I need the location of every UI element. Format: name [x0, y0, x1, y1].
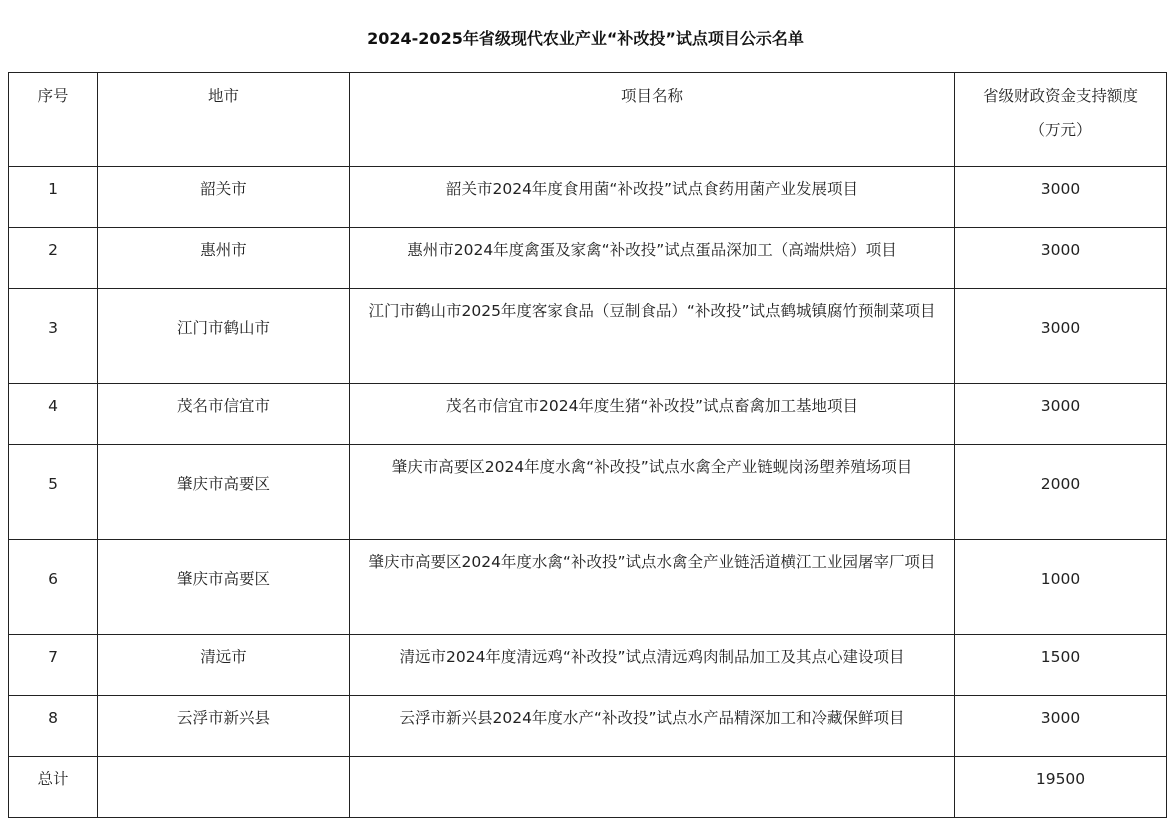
table-row [9, 635, 1167, 696]
cell-seq: 6 [9, 540, 98, 635]
cell-seq: 3 [9, 289, 98, 384]
total-city [98, 757, 350, 818]
total-label: 总计 [9, 757, 98, 818]
cell-project: 云浮市新兴县2024年度水产“补改投”试点水产品精深加工和冷藏保鲜项目 [350, 696, 955, 757]
cell-seq: 1 [9, 167, 98, 228]
header-project-label: 项目名称 [620, 87, 683, 105]
cell-city: 韶关市 [98, 167, 350, 228]
cell-city: 茂名市信宜市 [98, 384, 350, 445]
total-funding: 19500 [955, 757, 1167, 818]
header-seq [9, 73, 98, 167]
cell-funding: 3000 [955, 696, 1167, 757]
table-row [9, 445, 1167, 540]
table-row [9, 696, 1167, 757]
table-row [9, 289, 1167, 384]
cell-funding: 1500 [955, 635, 1167, 696]
cell-funding: 2000 [955, 445, 1167, 540]
cell-project: 肇庆市高要区2024年度水禽“补改投”试点水禽全产业链蚬岗汤塱养殖场项目 [350, 445, 955, 540]
table-row [9, 228, 1167, 289]
cell-seq: 8 [9, 696, 98, 757]
cell-funding: 3000 [955, 167, 1167, 228]
header-funding-line1: 省级财政资金支持额度 [982, 87, 1138, 105]
cell-city: 肇庆市高要区 [98, 540, 350, 635]
cell-funding: 3000 [955, 384, 1167, 445]
table-row [9, 540, 1167, 635]
cell-funding: 3000 [955, 289, 1167, 384]
cell-seq: 7 [9, 635, 98, 696]
table-total-row [9, 757, 1167, 818]
cell-project: 肇庆市高要区2024年度水禽“补改投”试点水禽全产业链活道横江工业园屠宰厂项目 [350, 540, 955, 635]
cell-seq: 4 [9, 384, 98, 445]
page-title: 2024-2025年省级现代农业产业“补改投”试点项目公示名单 [367, 29, 804, 48]
project-list-table [8, 72, 1167, 818]
cell-project: 惠州市2024年度禽蛋及家禽“补改投”试点蛋品深加工（高端烘焙）项目 [350, 228, 955, 289]
header-city-label: 地市 [207, 87, 239, 105]
cell-city: 江门市鹤山市 [98, 289, 350, 384]
header-funding [955, 73, 1167, 167]
cell-city: 清远市 [98, 635, 350, 696]
cell-seq: 5 [9, 445, 98, 540]
table-header-row [9, 73, 1167, 167]
cell-seq: 2 [9, 228, 98, 289]
cell-city: 肇庆市高要区 [98, 445, 350, 540]
cell-project: 茂名市信宜市2024年度生猪“补改投”试点畜禽加工基地项目 [350, 384, 955, 445]
cell-project: 江门市鹤山市2025年度客家食品（豆制食品）“补改投”试点鹤城镇腐竹预制菜项目 [350, 289, 955, 384]
cell-project: 韶关市2024年度食用菌“补改投”试点食药用菌产业发展项目 [350, 167, 955, 228]
cell-funding: 1000 [955, 540, 1167, 635]
total-project [350, 757, 955, 818]
header-city [98, 73, 350, 167]
cell-funding: 3000 [955, 228, 1167, 289]
cell-project: 清远市2024年度清远鸡“补改投”试点清远鸡肉制品加工及其点心建设项目 [350, 635, 955, 696]
cell-city: 云浮市新兴县 [98, 696, 350, 757]
header-funding-line2: （万元） [1029, 121, 1092, 139]
table-row [9, 384, 1167, 445]
table-row [9, 167, 1167, 228]
header-seq-label: 序号 [37, 87, 69, 105]
cell-city: 惠州市 [98, 228, 350, 289]
header-project [350, 73, 955, 167]
